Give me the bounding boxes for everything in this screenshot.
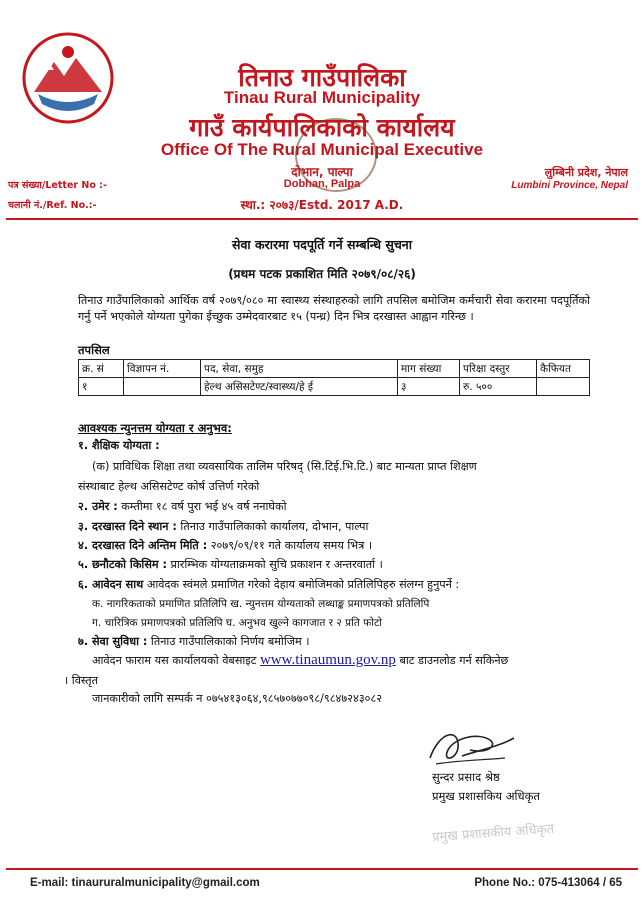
application-form-line — [92, 652, 508, 669]
table-cell — [124, 378, 201, 396]
established-year: स्था.: २०७३/Estd. 2017 A.D. — [240, 198, 404, 212]
province-en: Lumbini Province, Nepal — [511, 180, 628, 191]
table-cell — [537, 378, 590, 396]
deadline-text: २०७९/०९/११ गते कार्यालय समय भित्र । — [207, 539, 373, 552]
address-np: दोभान, पाल्पा — [291, 165, 353, 179]
table-header-row — [79, 360, 590, 378]
table-cell: ३ — [398, 378, 460, 396]
education-text-1: (क) प्राविधिक शिक्षा तथा व्यवसायिक तालिम परिषद् (सि.टिई.भि.टि.) बाट मान्यता प्राप्त शिक्षण — [92, 460, 477, 473]
footer-divider — [6, 868, 638, 870]
education-text-2: संस्थाबाट हेल्थ असिसटेण्ट कोर्ष उत्तिर्ण गरेको — [78, 480, 260, 493]
selection-method — [78, 557, 383, 573]
table-header-cell: क्र. सं — [79, 360, 124, 378]
municipality-name-en: Tinau Rural Municipality — [223, 88, 421, 107]
documents-a: क. नागरिकताको प्रमाणित प्रतिलिपि ख. न्युनत्तम योग्यताको लब्धाङ्क प्रमाणपत्रको प्रतिलिपि — [92, 598, 430, 610]
notice-subtitle: (प्रथम पटक प्रकाशित मिति २०७९/०८/२६) — [228, 267, 416, 281]
form-text-3: । विस्तृत — [64, 674, 99, 687]
details-heading: तपसिल — [78, 343, 110, 357]
website-link[interactable]: www.tinaumun.gov.np — [259, 652, 396, 668]
table-cell: हेल्थ असिसटेण्ट/स्वास्थ्य/हे ई — [201, 378, 398, 396]
table-cell: १ — [79, 378, 124, 396]
contact-info: जानकारीको लागि सम्पर्क न ०७५४१३०६४,९८५७०७७०९८/९८४७२४३०८२ — [92, 692, 383, 705]
municipality-name-np: तिनाउ गाउँपालिका — [238, 63, 406, 92]
place-label: ३. दरखास्त दिने स्थान : — [78, 520, 177, 533]
footer-email: E-mail: tinaururalmunicipality@gmail.com — [30, 877, 260, 889]
documents-b: ग. चारित्रिक प्रमाणपत्रको प्रतिलिपि घ. अनुभव खुल्ने कागजात र २ प्रति फोटो — [92, 617, 382, 629]
table-header-cell: माग संख्या — [398, 360, 460, 378]
deadline-label: ४. दरखास्त दिने अन्तिम मिति : — [78, 539, 208, 552]
office-name-en: Office Of The Rural Municipal Executive — [160, 140, 484, 159]
vacancy-table — [78, 359, 590, 396]
footer-phone: Phone No.: 075-413064 / 65 — [474, 877, 622, 889]
education-label: १. शैक्षिक योग्यता : — [78, 439, 160, 452]
signatory-name: सुन्दर प्रसाद श्रेष्ठ — [432, 770, 500, 784]
table-row — [79, 378, 590, 396]
table-header-cell: पद, सेवा, समुह — [201, 360, 398, 378]
form-text-1: आवेदन फाराम यस कार्यालयको वेबसाइट — [92, 654, 260, 667]
application-deadline — [78, 538, 372, 554]
letter-number-label: पत्र संख्या/Letter No :- — [8, 180, 107, 191]
place-text: तिनाउ गाउँपालिकाको कार्यालय, दोभान, पाल्पा — [176, 520, 369, 533]
reference-number-label: चलानी नं./Ref. No.:- — [8, 200, 97, 211]
facility-text: तिनाउ गाउँपालिकाको निर्णय बमोजिम । — [147, 635, 310, 648]
official-title-stamp: प्रमुख प्रशासकीय अधिकृत — [431, 821, 555, 846]
apply-text: आवेदक स्वंमले प्रमाणित गरेको देहाय बमोजिमको प्रतिलिपिहरु संलग्न हुनुपर्ने : — [143, 578, 460, 591]
table-header-cell: परिक्षा दस्तुर — [460, 360, 537, 378]
table-header-cell: विज्ञापन नं. — [124, 360, 201, 378]
apply-label: ६. आवेदन साथ — [78, 578, 144, 591]
table-header-cell: कैफियत — [537, 360, 590, 378]
notice-paragraph: तिनाउ गाउँपालिकाको आर्थिक वर्ष २०७९/०८० मा स्वास्थ्य संस्थाहरुको लागि तपसिल बमोजिम कर्मचारी सेवा करारमा पदपूर्तिको गर्नु पर्ने भएकोले योग्यता पुगेका ईच्छुक उम्मेदवारबाट १५ (पन्ध्र) दिन भित्र दरखास्त आह्वान गरिन्छ । — [78, 294, 590, 323]
office-name-np: गाउँ कार्यपालिकाको कार्यालय — [189, 113, 455, 142]
form-text-2: बाट डाउनलोड गर्न सकिनेछ — [395, 654, 509, 667]
signatory-title: प्रमुख प्रशासकिय अधिकृत — [432, 789, 540, 803]
header-divider — [6, 218, 638, 220]
age-label: २. उमेर : — [78, 500, 118, 513]
age-text: कम्तीमा १८ वर्ष पुरा भई ४५ वर्ष ननाघेको — [117, 500, 287, 513]
address-en: Dobhan, Palpa — [283, 178, 361, 190]
method-text: प्रारम्भिक योग्यताक्रमको सुचि प्रकाशन र अन्तरवार्ता । — [166, 558, 383, 571]
application-documents — [78, 577, 459, 593]
handwritten-signature — [400, 720, 520, 770]
requirements-heading: आवश्यक न्युनत्तम योग्यता र अनुभव: — [78, 421, 232, 435]
table-cell: रु. ५०० — [460, 378, 537, 396]
age-requirement — [78, 499, 287, 515]
facility-label: ७. सेवा सुविधा : — [78, 635, 148, 648]
province-np: लुम्बिनी प्रदेश, नेपाल — [544, 166, 628, 179]
application-place — [78, 519, 368, 535]
service-facility — [78, 634, 310, 650]
method-label: ५. छनौटको किसिम : — [78, 558, 167, 571]
notice-title: सेवा करारमा पदपूर्ति गर्ने सम्बन्धि सुचना — [232, 237, 412, 252]
